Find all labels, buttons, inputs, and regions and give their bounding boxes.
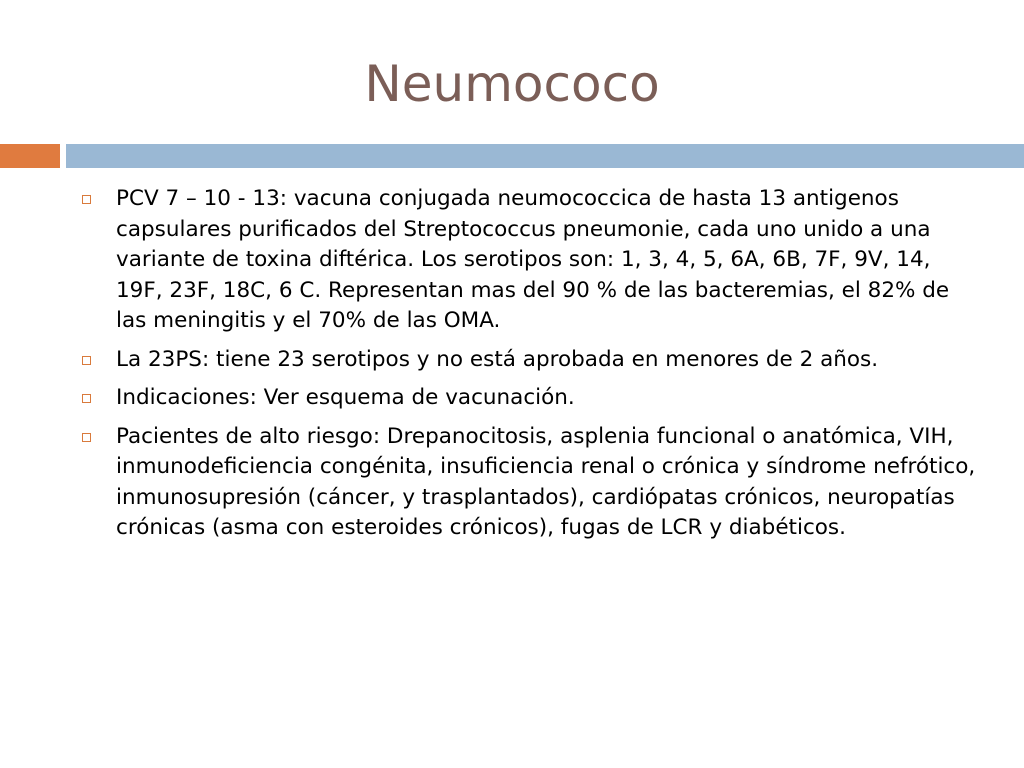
bullet-text-23ps: La 23PS: tiene 23 serotipos y no está aprobada en menores de 2 años. (116, 346, 879, 372)
bullet-item-pcv (80, 184, 980, 337)
bullet-list (80, 184, 980, 552)
hollow-square-icon (82, 356, 91, 365)
slide-title: Neumococo (364, 55, 660, 113)
bullet-text-indicaciones: Indicaciones: Ver esquema de vacunación. (116, 385, 575, 410)
bullet-item-alto-riesgo (80, 422, 980, 544)
accent-bar-blue (66, 144, 1024, 168)
hollow-square-icon (82, 394, 91, 403)
hollow-square-icon (82, 195, 91, 204)
accent-bar-orange (0, 144, 60, 168)
bullet-text-alto-riesgo: Pacientes de alto riesgo: Drepanocitosis, asplenia funcional o anatómica, VIH, inmunodeficiencia congénita, insuficiencia renal o crónica y síndrome nefrótico, inmunosupresión (cáncer, y trasplantados), cardiópatas crónicos, neuropatías crónicas (asma con esteroides crónicos), fugas de LCR y diabéticos. (116, 423, 976, 540)
bullet-text-pcv: PCV 7 – 10 - 13: vacuna conjugada neumococcica de hasta 13 antigenos capsulares purificados del Streptococcus pneumonie, cada uno unido a una variante de toxina diftérica. Los serotipos son: 1, 3, 4, 5, 6A, 6B, 7F, 9V, 14, 19F, 23F, 18C, 6 C. Representan mas del 90 % de las bacteremias, el 82% de las meningitis y el 70% de las OMA. (116, 186, 950, 333)
bullet-item-indicaciones (80, 383, 980, 414)
hollow-square-icon (82, 433, 91, 442)
bullet-item-23ps (80, 345, 980, 376)
